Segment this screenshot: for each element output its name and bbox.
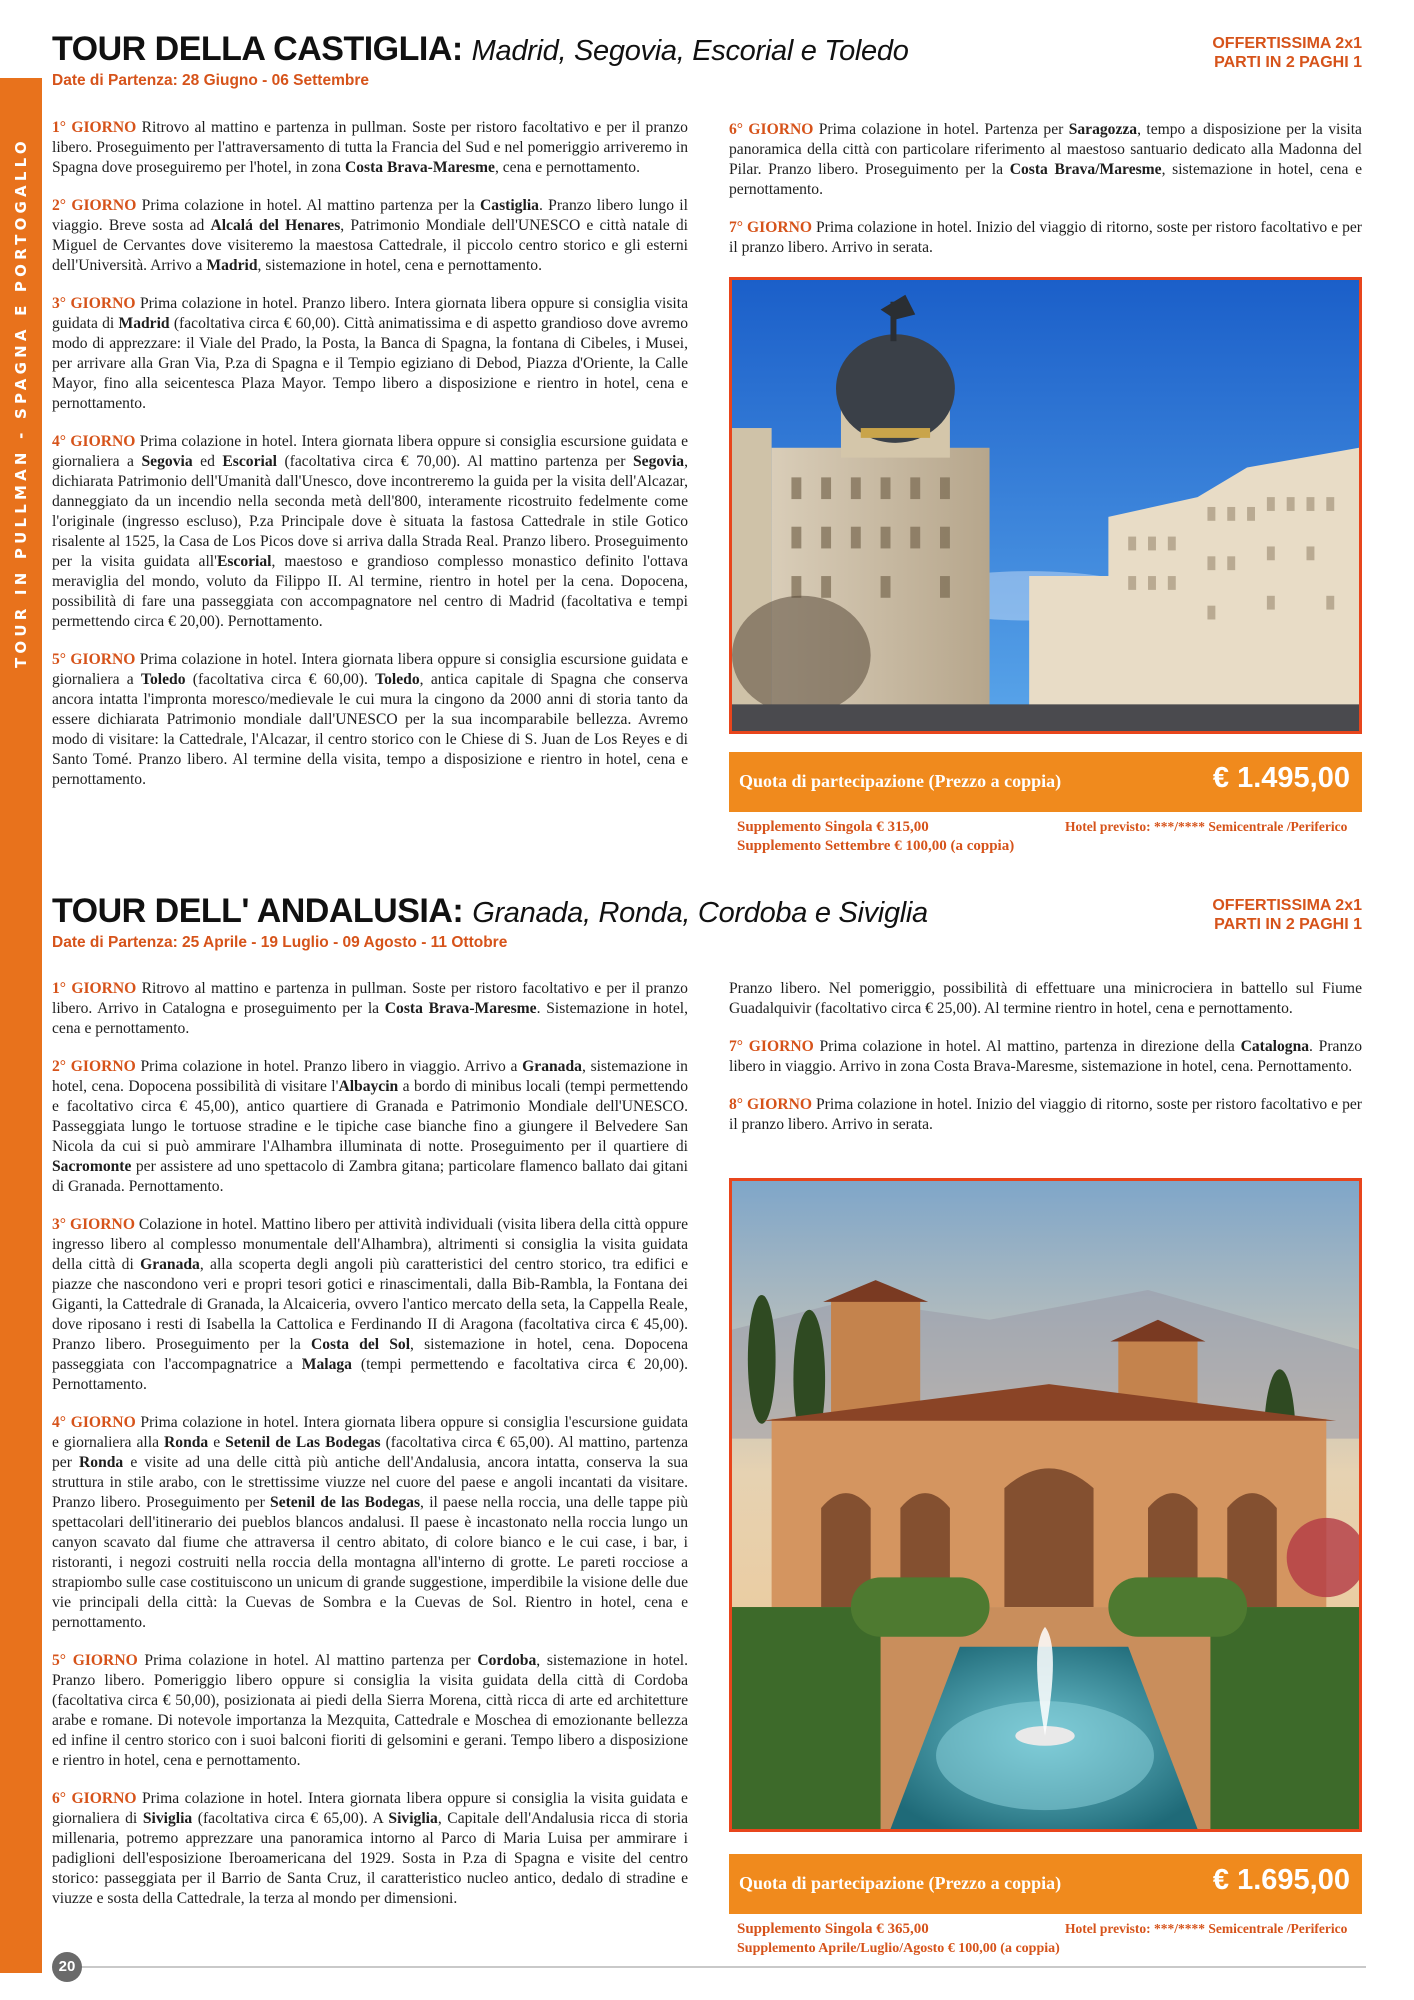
day-item: 3° GIORNO Colazione in hotel. Mattino libero per attività individuali (visita libera della città oppure ingresso libero al complesso monumentale dell'Alhambra), altrimenti si consiglia la visita guidata della città di Granada, alla scoperta degli angoli più caratteristici del centro storico, tra edifici e piazze che nascondono veri e propri tesori gotici e rinascimentali, dalla Bib-Rambla, la Fontana dei Giganti, la Cattedrale di Granada, la Alcaiceria, ovvero l'antico mercato della seta, la Cappella Reale, dove riposano i resti di Isabella la Cattolica e Ferdinando II di Aragona (facoltativa circa € 45,00). Pranzo libero. Proseguimento per la Costa del Sol, sistemazione in hotel, cena. Dopocena passeggiata con l'accompagnatrice a Malaga (tempi permettendo e facoltativa circa € 20,00). Pernottamento.: [52, 1216, 689, 1393]
itinerary-left: [52, 118, 688, 808]
day-item: 1° GIORNO Ritrovo al mattino e partenza in pullman. Soste per ristoro facoltativo e per il pranzo libero. Arrivo in Catalogna e proseguimento per la Costa Brava-Maresme. Sistemazione in hotel, cena e pernottamento.: [52, 980, 688, 1037]
day-item: 5° GIORNO Prima colazione in hotel. Al mattino partenza per Cordoba, sistemazione in hotel. Pranzo libero. Pomeriggio libero oppure si consiglia la visita guidata della città di Cordoba (facoltativa circa € 50,00), posizionata ai piedi della Sierra Morena, città ricca di arte ed architetture arabe e romane. Di notevole importanza la Mezquita, Cattedrale e Moschea di emozionante bellezza ed infine il centro storico con i suoi balconi fioriti di gelsomini e gerani. Tempo libero a disposizione e rientro in hotel, cena e pernottamento.: [52, 1652, 689, 1769]
day-item: 8° GIORNO Prima colazione in hotel. Inizio del viaggio di ritorno, soste per ristoro facoltativo e per il pranzo libero. Arrivo in serata.: [729, 1096, 1362, 1133]
price-bar: [729, 752, 1362, 812]
offer-badge: OFFERTISSIMA 2x1 PARTI IN 2 PAGHI 1: [1212, 897, 1362, 933]
day-item: 7° GIORNO Prima colazione in hotel. Inizio del viaggio di ritorno, soste per ristoro facoltativo e per il pranzo libero. Arrivo in serata.: [729, 219, 1362, 256]
price-value: € 1.495,00: [1212, 762, 1350, 794]
day-item: Pranzo libero. Nel pomeriggio, possibilità di effettuare una minicrociera in battello sul Fiume Guadalquivir (facoltativo circa € 25,00). Al termine rientro in hotel, cena e pernottamento.: [729, 980, 1362, 1017]
itinerary-right: [729, 120, 1362, 276]
alhambra-photo: [729, 1178, 1362, 1832]
departure-dates: Date di Partenza: 28 Giugno - 06 Settembre: [52, 72, 369, 89]
hotel-info: Hotel previsto: ***/**** Semicentrale /Periferico: [1065, 1921, 1348, 1936]
day-item: 7° GIORNO Prima colazione in hotel. Al mattino, partenza in direzione della Catalogna. Pranzo libero in viaggio. Arrivo in zona Costa Brava-Maresme, sistemazione in hotel, cena. Pernottamento.: [729, 1038, 1362, 1075]
price-label: Quota di partecipazione (Prezzo a coppia): [739, 771, 1062, 791]
tour-title: TOUR DELL' ANDALUSIA: Granada, Ronda, Cordoba e Siviglia: [52, 892, 928, 930]
price-label: Quota di partecipazione (Prezzo a coppia): [739, 1873, 1062, 1893]
itinerary-right: [729, 979, 1362, 1153]
tour-header: [52, 892, 1362, 962]
hotel-info: Hotel previsto: ***/**** Semicentrale /Periferico: [1065, 819, 1348, 834]
footer-rule: [76, 1966, 1366, 1968]
page-number: 20: [52, 1952, 82, 1982]
day-item: 2° GIORNO Prima colazione in hotel. Pranzo libero in viaggio. Arrivo a Granada, sistemazione in hotel, cena. Dopocena possibilità di visitare l'Albaycin a bordo di minibus locali (tempi permettendo e facoltativo circa € 45,00), antico quartiere di Granada e Patrimonio Mondiale dell'UNESCO. Passeggiata lungo le tortuose stradine e le tipiche case bianche fino a giungere il Belvedere San Nicola da cui si può ammirare l'Alhambra illuminata di notte. Proseguimento per il quartiere di Sacromonte per assistere ad uno spettacolo di Zambra gitana; particolare flamenco ballato dai gitani di Granada. Pernottamento.: [52, 1058, 688, 1195]
madrid-photo: [729, 277, 1362, 734]
tour-title: TOUR DELLA CASTIGLIA: Madrid, Segovia, Escorial e Toledo: [52, 30, 909, 68]
day-item: 4° GIORNO Prima colazione in hotel. Intera giornata libera oppure si consiglia l'escursione guidata e giornaliera alla Ronda e Setenil de Las Bodegas (facoltativa circa € 65,00). Al mattino, partenza per Ronda e visite ad una delle città più antiche dell'Andalusia, ancora intatta, conserva la sua struttura in stile arabo, con le strettissime viuzze nel cuore del paese e angoli incantati da visitare. Pranzo libero. Proseguimento per Setenil de las Bodegas, il paese nella roccia, una delle tappe più spettacolari dell'itinerario dei pueblos blancos andalusi. Il paese è incastonato nella roccia lungo un canyon scavato dal fiume che attraversa il centro abitato, di colore bianco e le cui case, i bar, i ristoranti, i negozi costruiti nella roccia della montagna all'interno di grotte. Le pareti rocciose a strapiombo sulle case costituiscono un unicum di grande suggestione, imperdibile la visione delle due vie principali della città: la Cuevas de Sombra e la Cuevas de Sol. Rientro in hotel, cena e pernottamento.: [52, 1414, 689, 1631]
itinerary-left: [52, 979, 688, 1927]
tour-andalusia: [52, 892, 1362, 1956]
price-value: € 1.695,00: [1212, 1864, 1350, 1896]
day-item: 3° GIORNO Prima colazione in hotel. Pranzo libero. Intera giornata libera oppure si consiglia visita guidata di Madrid (facoltativa circa € 60,00). Città animatissima e di aspetto grandioso dove avremo modo di apprezzare: il Viale del Prado, la Posta, la Banca di Spagna, la fontana di Cibeles, i Musei, per arrivare alla Gran Via, P.za di Spagna e il Tempio egiziano di Debod, Piazza d'Oriente, la Calle Mayor, fino alla seicentesca Plaza Mayor. Tempo libero a disposizione e rientro in hotel, cena e pernottamento.: [52, 295, 688, 412]
price-bar: [729, 1854, 1362, 1914]
offer-badge: OFFERTISSIMA 2x1 PARTI IN 2 PAGHI 1: [1212, 35, 1362, 71]
tour-header: [52, 30, 1362, 100]
day-item: 5° GIORNO Prima colazione in hotel. Intera giornata libera oppure si consiglia escursione guidata e giornaliera a Toledo (facoltativa circa € 60,00). Toledo, antica capitale di Spagna che conserva ancora intatta l'impronta moresco/medievale le cui mura la cingono da 2000 anni di storia tanto da essere dichiarata Patrimonio mondiale dall'UNESCO per la sua incomparabile bellezza. Avremo modo di visitare: la Cattedrale, l'Alcazar, il centro storico con le Chiese di S. Juan de Los Reyes e di Santo Tomé. Pranzo libero. Al termine della visita, tempo a disposizione e rientro in hotel, cena e pernottamento.: [52, 651, 688, 788]
supplements: Supplemento Singola € 365,00 Supplemento Aprile/Luglio/Agosto € 100,00 (a coppia): [737, 1921, 1060, 1956]
supplements: Supplemento Singola € 315,00 Supplemento Settembre € 100,00 (a coppia): [737, 819, 1015, 854]
departure-dates: Date di Partenza: 25 Aprile - 19 Luglio - 09 Agosto - 11 Ottobre: [52, 934, 508, 951]
tour-castiglia: [52, 30, 1362, 870]
day-item: 2° GIORNO Prima colazione in hotel. Al mattino partenza per la Castiglia. Pranzo libero lungo il viaggio. Breve sosta ad Alcalá del Henares, Patrimonio Mondiale dell'UNESCO e città natale di Miguel de Cervantes dove visiteremo la maestosa Cattedrale, il piccolo centro storico e gli esterni dell'Università. Arrivo a Madrid, sistemazione in hotel, cena e pernottamento.: [52, 197, 688, 274]
day-item: 6° GIORNO Prima colazione in hotel. Intera giornata libera oppure si consiglia la visita guidata e giornaliera di Siviglia (facoltativa circa € 65,00). A Siviglia, Capitale dell'Andalusia ricca di storia millenaria, potremo apprezzare una panoramica intorno al Parco di Maria Luisa per ammirare i padiglioni dell'esposizione Iberoamericana del 1929. Sosta in P.za di Spagna e visite del centro storico: passeggiata per il Barrio de Santa Cruz, il caratteristico nucleo antico, dedalo di stradine e viuzze e sosta della Cattedrale, la terza al mondo per dimensioni.: [52, 1790, 688, 1907]
day-item: 4° GIORNO Prima colazione in hotel. Intera giornata libera oppure si consiglia escursione guidata e giornaliera a Segovia ed Escorial (facoltativa circa € 70,00). Al mattino partenza per Segovia, dichiarata Patrimonio dell'Umanità dall'Unesco, dove incontreremo la guida per la visita dell'Alcazar, danneggiato da un incendio nella seconda metà dell'800, interamente ricostruito fedelmente come l'originale (ingresso escluso), P.za Principale dove è situata la fastosa Cattedrale in stile Gotico risalente al 1525, la Casa de Los Picos dove si arriva dalla Strada Real. Pranzo libero. Proseguimento per la visita guidata all'Escorial, maestoso e grandioso complesso monastico definito l'ottava meraviglia del mondo, voluto da Filippo II. Al termine, rientro in hotel per la cena. Dopocena, possibilità di fare una passeggiata con accompagnatore nel centro di Madrid (facoltativa e tempi permettendo circa € 20,00). Pernottamento.: [52, 433, 689, 630]
day-item: 1° GIORNO Ritrovo al mattino e partenza in pullman. Soste per ristoro facoltativo e per il pranzo libero. Proseguimento per l'attraversamento di tutta la Francia del Sud e nel pomeriggio arriveremo in Spagna dove proseguiremo per l'hotel, in zona Costa Brava-Maresme, cena e pernottamento.: [52, 119, 688, 176]
day-item: 6° GIORNO Prima colazione in hotel. Partenza per Saragozza, tempo a disposizione per la visita panoramica della città con particolare riferimento al maestoso santuario dedicato alla Madonna del Pilar. Pranzo libero. Proseguimento per la Costa Brava/Maresme, sistemazione in hotel, cena e pernottamento.: [729, 121, 1362, 198]
